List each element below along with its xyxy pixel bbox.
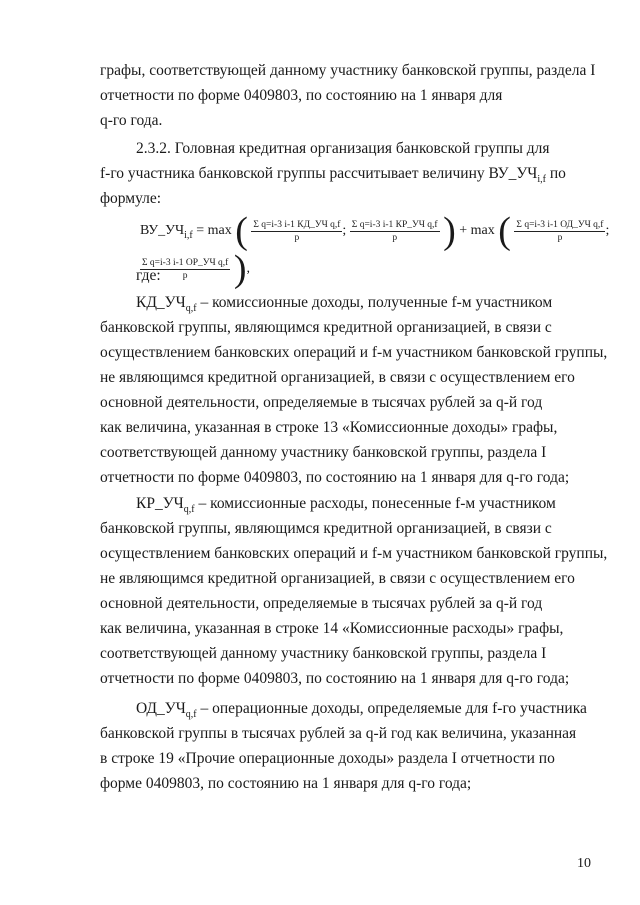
text-line: f-го участника банковской группы рассчитывает величину $ВУ\_УЧ_{i,f}$ по [100, 165, 566, 185]
text-line: основной деятельности, определяемые в тысячах рублей за q-й год [100, 595, 543, 612]
text-line: банковской группы, являющимся кредитной организацией, в связи с [100, 520, 552, 537]
where-label: где: [136, 267, 161, 284]
paragraph-kr [100, 491, 608, 691]
fraction-kr: $\frac{\text{Σ q=i-3 i-1 КР\_УЧ q,f}}{p}$ [351, 219, 438, 243]
paragraph-continuation [100, 58, 600, 133]
text-line: банковской группы в тысячах рублей за q-й год как величина, указанная [100, 725, 577, 742]
term-kd: КД_УЧ [136, 294, 186, 311]
page-number: 10 [577, 856, 591, 871]
text-line: $КР\_УЧ_{q,f}$ – комиссионные расходы, понесенные f-м участником [136, 495, 556, 515]
text-line: соответствующей данному участнику банковской группы, раздела I [100, 645, 547, 662]
text-line: как величина, указанная в строке 14 «Комиссионные расходы» графы, [100, 620, 564, 637]
text-line: отчетности по форме 0409803, по состоянию на 1 января для q-го года; [100, 670, 570, 687]
fraction-od: $\frac{\text{Σ q=i-3 i-1 ОД\_УЧ q,f}}{p}$ [516, 219, 604, 243]
paragraph-od [100, 696, 600, 796]
text-line: $КД\_УЧ_{q,f}$ – комиссионные доходы, полученные f-м участником [136, 294, 553, 314]
formula-plus-max: + max [459, 223, 495, 239]
text-line: банковской группы, являющимся кредитной организацией, в связи с [100, 319, 552, 336]
text-line: осуществлением банковских операций и f-м участником банковской группы, [100, 545, 608, 562]
text-line: графы, соответствующей данному участнику банковской группы, раздела I [100, 62, 596, 79]
text-line: основной деятельности, определяемые в тысячах рублей за q-й год [100, 394, 543, 411]
term-od: ОД_УЧ [136, 700, 186, 717]
paragraph-2-3-2 [100, 136, 600, 211]
text-line: как величина, указанная в строке 13 «Комиссионные доходы» графы, [100, 419, 558, 436]
text-line: 2.3.2. Головная кредитная организация банковской группы для [136, 140, 550, 157]
text-line: соответствующей данному участнику банковской группы, раздела I [100, 444, 547, 461]
formula-max: = max [196, 223, 232, 239]
formula-lhs: ВУ_УЧ [140, 223, 185, 239]
text-line: формуле: [100, 190, 162, 207]
text-line: не являющимся кредитной организацией, в связи с осуществлением его [100, 570, 575, 587]
text-line: отчетности по форме 0409803, по состоянию на 1 января для q-го года; [100, 469, 570, 486]
text-line: отчетности по форме 0409803, по состоянию на 1 января для [100, 87, 503, 104]
text-line: в строке 19 «Прочие операционные доходы» раздела I отчетности по [100, 750, 555, 767]
text-line: q-го года. [100, 112, 163, 129]
text-line: не являющимся кредитной организацией, в связи с осуществлением его [100, 369, 575, 386]
fraction-kd: $\frac{\text{Σ q=i-3 i-1 КД\_УЧ q,f}}{p}$ [253, 219, 341, 243]
fraction-or: $\frac{\text{Σ q=i-3 i-1 ОР\_УЧ q,f}}{p}$ [142, 257, 229, 281]
formula-vu-uch: $ВУ\_УЧ_{i,f} = \max$ ( $\frac{\text{Σ q=i-3 i-1 КД\_УЧ q,f}}{p}$ ; $\frac{\text{Σ q=i-3 i-1 КР\_УЧ q,f}}{p}$ ) + max ( $\frac{\text{Σ q=i-3 i-1 ОД\_УЧ q,f}}{p}$ ; $\frac{\text{Σ q=i-3 i-1 ОР\_УЧ q,f}}{p}$ ), [140, 210, 610, 290]
text-line: форме 0409803, по состоянию на 1 января для q-го года; [100, 775, 472, 792]
text-line: $ОД\_УЧ_{q,f}$ – операционные доходы, определяемые для f-го участника [136, 700, 587, 720]
text-line: осуществлением банковских операций и f-м участником банковской группы, [100, 344, 608, 361]
term-kr: КР_УЧ [136, 495, 184, 512]
paragraph-kd [100, 290, 608, 490]
